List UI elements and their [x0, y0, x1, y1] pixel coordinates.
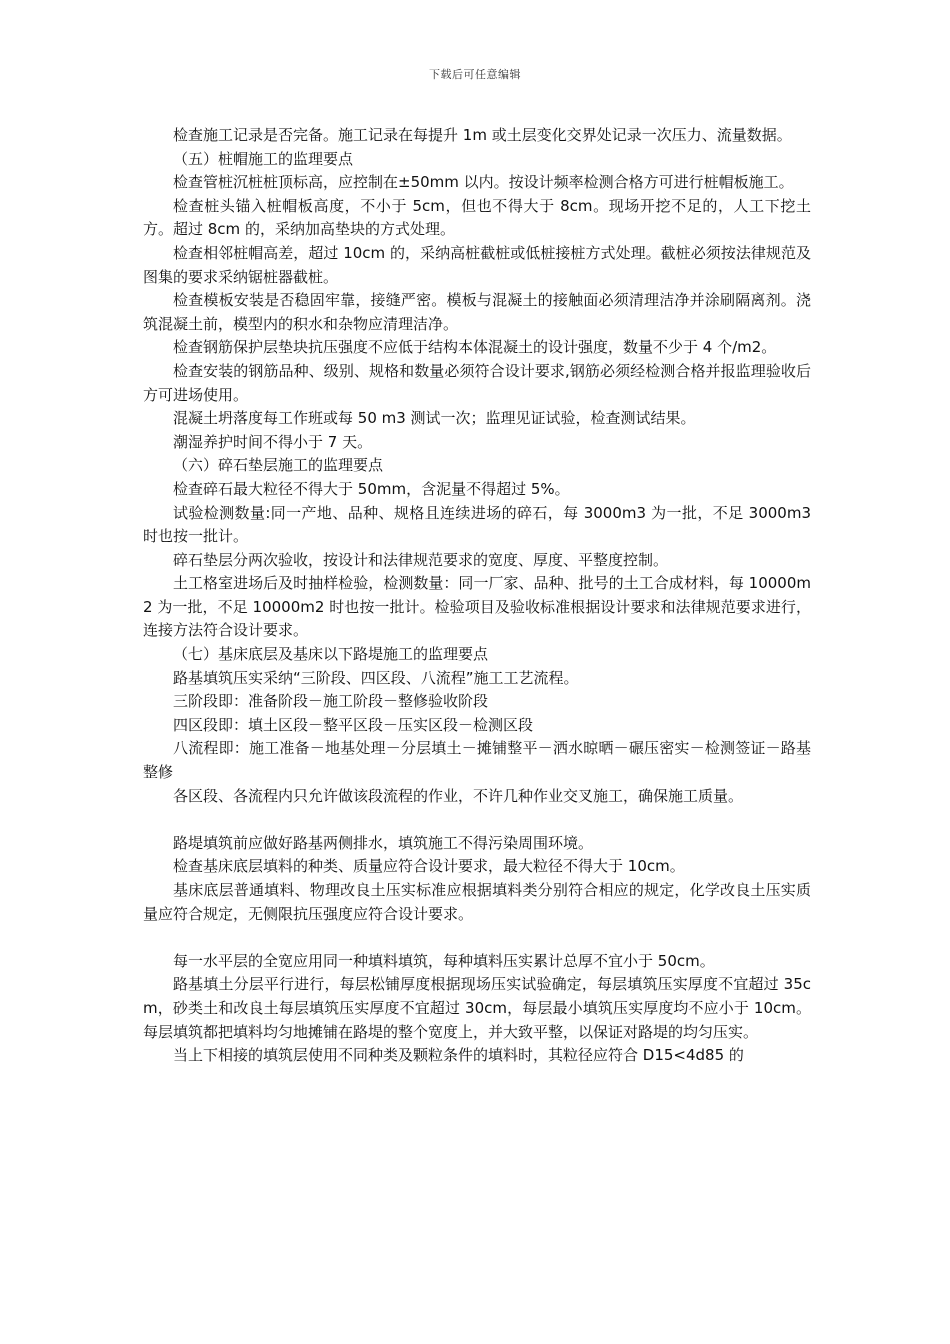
paragraph: 三阶段即：准备阶段－施工阶段－整修验收阶段	[173, 692, 489, 711]
paragraph: 检查模板安装是否稳固牢靠，接缝严密。模板与混凝土的接触面必须清理洁净并涂刷隔离剂。浇筑混凝土前，模型内的积水和杂物应清理洁净。	[143, 291, 811, 333]
paragraph: 检查管桩沉桩桩顶标高，应控制在±50mm 以内。按设计频率检测合格方可进行桩帽板施工。	[173, 173, 794, 192]
paragraph: 四区段即：填土区段－整平区段－压实区段－检测区段	[173, 715, 534, 734]
paragraph: 潮湿养护时间不得小于 7 天。	[173, 432, 373, 451]
paragraph: 检查桩头锚入桩帽板高度，不小于 5cm，但也不得大于 8cm。现场开挖不足的，人工下挖土方。超过 8cm 的，采纳加高垫块的方式处理。	[143, 196, 811, 239]
paragraph: 检查安装的钢筋品种、级别、规格和数量必须符合设计要求,钢筋必须经检测合格并报监理验收后方可进场使用。	[143, 361, 811, 404]
paragraph: 路基填筑压实采纳“三阶段、四区段、八流程”施工工艺流程。	[173, 668, 579, 687]
paragraph: 当上下相接的填筑层使用不同种类及颗粒条件的填料时，其粒径应符合 D15<4d85 的	[173, 1046, 744, 1065]
paragraph: 检查相邻桩帽高差，超过 10cm 的，采纳高桩截桩或低桩接桩方式处理。截桩必须按法律规范及图集的要求采纳锯桩器截桩。	[143, 243, 811, 286]
paragraph: 路基填土分层平行进行，每层松铺厚度根据现场压实试验确定，每层填筑压实厚度不宜超过 35cm，砂类土和改良土每层填筑压实厚度不宜超过 30cm，每层最小填筑压实厚度均不应小于 10cm。每层填筑都把填料均匀地摊铺在路堤的整个宽度上，并大致平整，以保证对路堤的均匀压实。	[143, 975, 811, 1041]
paragraph: （五）桩帽施工的监理要点	[173, 149, 354, 168]
paragraph: 检查基床底层填料的种类、质量应符合设计要求，最大粒径不得大于 10cm。	[173, 857, 685, 876]
paragraph: 试验检测数量:同一产地、品种、规格且连续进场的碎石，每 3000m3 为一批，不足 3000m3 时也按一批计。	[143, 503, 811, 546]
paragraph: 混凝土坍落度每工作班或每 50 m3 测试一次；监理见证试验，检查测试结果。	[173, 409, 696, 428]
paragraph: 检查碎石最大粒径不得大于 50mm，含泥量不得超过 5%。	[173, 479, 570, 498]
paragraph: 八流程即：施工准备－地基处理－分层填土－摊铺整平－洒水晾晒－碾压密实－检测签证－路基整修	[143, 739, 811, 782]
paragraph: 每一水平层的全宽应用同一种填料填筑，每种填料压实累计总厚不宜小于 50cm。	[173, 951, 715, 970]
paragraph: 各区段、各流程内只允许做该段流程的作业，不许几种作业交叉施工，确保施工质量。	[173, 786, 744, 805]
paragraph: 检查钢筋保护层垫块抗压强度不应低于结构本体混凝土的设计强度，数量不少于 4 个/m2。	[173, 338, 777, 357]
paragraph: 检查施工记录是否完备。施工记录在每提升 1m 或土层变化交界处记录一次压力、流量数据。	[173, 126, 792, 144]
paragraph: 路堤填筑前应做好路基两侧排水，填筑施工不得污染周围环境。	[173, 833, 594, 852]
paragraph: （六）碎石垫层施工的监理要点	[173, 456, 384, 475]
paragraph: 基床底层普通填料、物理改良土压实标准应根据填料类分别符合相应的规定，化学改良土压实质量应符合规定，无侧限抗压强度应符合设计要求。	[143, 881, 811, 923]
page-header: 下载后可任意编辑	[429, 68, 521, 81]
paragraph: 土工格室进场后及时抽样检验，检测数量：同一厂家、品种、批号的土工合成材料，每 10000m2 为一批，不足 10000m2 时也按一批计。检验项目及验收标准根据设计要求和法律规范要求进行，连接方法符合设计要求。	[143, 574, 811, 640]
document-body	[143, 124, 811, 1068]
paragraph: 碎石垫层分两次验收，按设计和法律规范要求的宽度、厚度、平整度控制。	[173, 550, 669, 569]
paragraph: （七）基床底层及基床以下路堤施工的监理要点	[173, 645, 489, 664]
